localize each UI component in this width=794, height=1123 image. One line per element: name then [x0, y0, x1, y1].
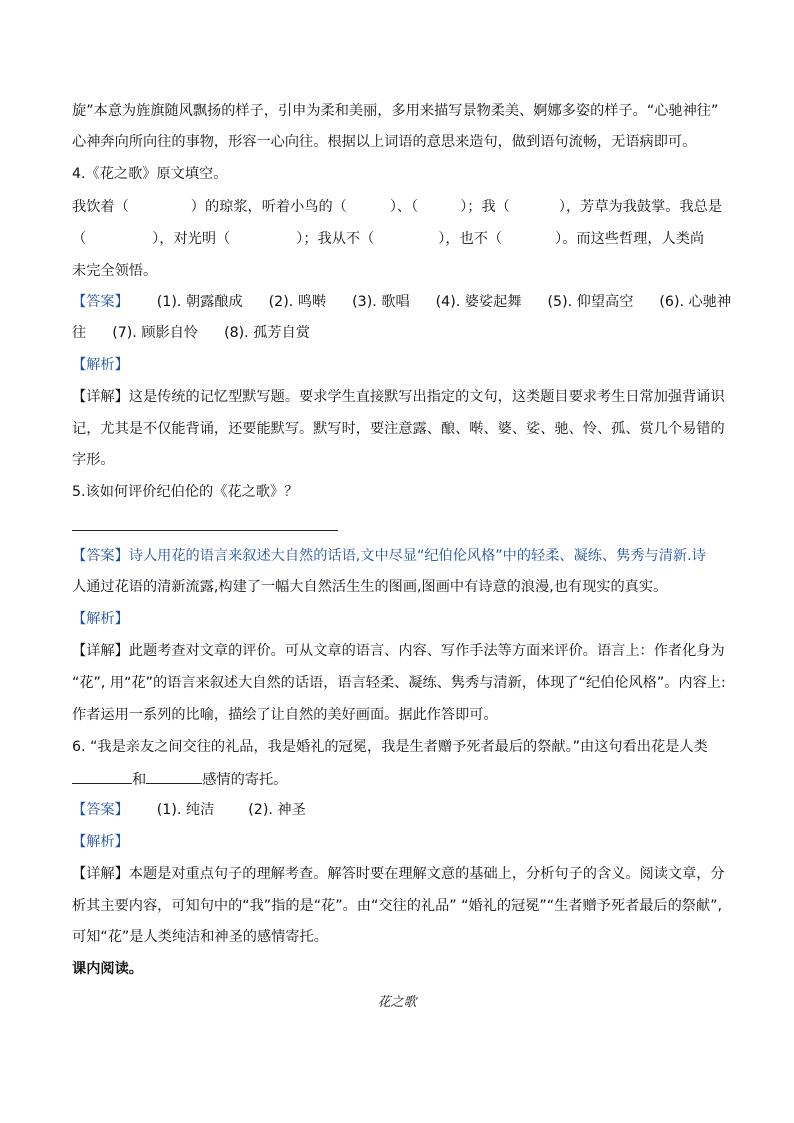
text-seg: （: [72, 231, 87, 247]
answer-item: (2). 鸣啭: [268, 294, 327, 310]
answer-label: 【答案】: [72, 802, 129, 818]
text-seg: ）、（: [389, 199, 419, 215]
answer-blank: [146, 768, 202, 784]
detail-line: 析其主要内容，可知句中的“我”指的是“花”。由“交往的礼品” “婚礼的冠冕”“生者赠予死者最后的祭献”,: [72, 898, 723, 914]
answer-text: 【答案】诗人用花的语言来叙述大自然的话语,文中尽显“纪伯伦风格”中的轻柔、凝练、隽秀与清新.诗: [72, 548, 706, 564]
answer-item: (8). 孤芳自赏: [224, 325, 310, 341]
answer-item: (3). 歌唱: [352, 294, 410, 310]
text-line: 旋”本意为旌旗随风飘扬的样子，引申为柔和美丽，多用来描写景物柔美、婀娜多姿的样子。“心驰神往”: [72, 103, 719, 119]
detail-line: 【详解】本题是对重点句子的理解考查。解答时要在理解文意的基础上，分析句子的含义。阅读文章，分: [72, 866, 725, 882]
answer-item: (1). 朝露酿成: [156, 294, 243, 310]
text-seg: 我饮着（: [72, 199, 129, 215]
text-seg: ）的琼浆，听着小鸟的（: [190, 199, 347, 215]
answer-item: (1). 纯洁: [156, 802, 215, 818]
text-seg: ）。而这些哲理，人类尚: [555, 231, 705, 247]
text-line: 心神奔向所向往的事物，形容一心向往。根据以上词语的意思来造句，做到语句流畅，无语病即可。: [72, 134, 697, 150]
detail-line: 记，尤其是不仅能背诵，还要能默写。默写时，要注意露、酿、啭、婆、娑、驰、怜、孤、赏几个易错的: [72, 421, 725, 437]
q4-answer-line-2: [72, 323, 310, 343]
q6-blank-line: [72, 768, 287, 790]
answer-item: 往: [72, 325, 87, 341]
text-seg: 和: [132, 772, 147, 788]
detail-line: 【详解】此题考查对文章的评价。可从文章的语言、内容、写作手法等方面来评价。语言上：作者化身为: [72, 643, 725, 659]
section-heading: 课内阅读。: [72, 961, 143, 977]
analysis-label: 【解析】: [72, 611, 129, 627]
answer-item: (4). 婆娑起舞: [435, 294, 522, 310]
answer-blank: [72, 768, 132, 784]
answer-blank-line: [72, 530, 338, 531]
answer-item: (6). 心驰神: [659, 294, 732, 310]
poem-title: 花之歌: [377, 995, 417, 1010]
detail-line: 字形。: [72, 452, 115, 468]
text-seg: ）；我从不（: [296, 231, 375, 247]
analysis-label: 【解析】: [72, 834, 129, 850]
q4-fill-line-1: [72, 197, 722, 217]
q4-fill-line-2: [72, 229, 704, 249]
analysis-label: 【解析】: [72, 357, 129, 373]
detail-line: 可知“花”是人类纯洁和神圣的感情寄托。: [72, 929, 328, 945]
question-6-title: 6. “我是亲友之间交往的礼品，我是婚礼的冠冕，我是生者赠予死者最后的祭献。”由这句看出花是人类: [72, 739, 708, 755]
detail-line: 作者运用一系列的比喻，描绘了让自然的美好画面。据此作答即可。: [72, 707, 498, 723]
answer-item: (2). 神圣: [248, 802, 306, 818]
q5-answer-line: 人通过花语的清新流露,构建了一幅大自然活生生的图画,图画中有诗意的浪漫,也有现实的真实。: [72, 579, 668, 595]
text-seg: ），对光明（: [152, 231, 231, 247]
answer-item: (7). 顾影自怜: [112, 325, 199, 341]
text-seg: ），也不（: [438, 231, 503, 247]
answer-label: 【答案】: [72, 294, 129, 310]
q4-answer-line-1: [72, 292, 731, 312]
answer-item: (5). 仰望高空: [547, 294, 634, 310]
text-seg: ）；我（: [460, 199, 510, 215]
text-line: 未完全领悟。: [72, 263, 158, 279]
text-seg: 感情的寄托。: [202, 772, 288, 788]
detail-line: 【详解】这是传统的记忆型默写题。要求学生直接默写出指定的文句，这类题目要求考生日常加强背诵识: [72, 389, 725, 405]
q5-answer-line: [72, 546, 706, 566]
question-5-title: 5.该如何评价纪伯伦的《花之歌》？: [72, 484, 299, 500]
question-4-title: 4.《花之歌》原文填空。: [72, 166, 228, 182]
q6-answer-line: [72, 800, 306, 820]
text-seg: ），芳草为我鼓掌。我总是: [558, 199, 723, 215]
detail-line: “花”, 用“花”的语言来叙述大自然的话语，语言轻柔、凝练、隽秀与清新，体现了“纪伯伦风格”。内容上:: [72, 675, 726, 691]
